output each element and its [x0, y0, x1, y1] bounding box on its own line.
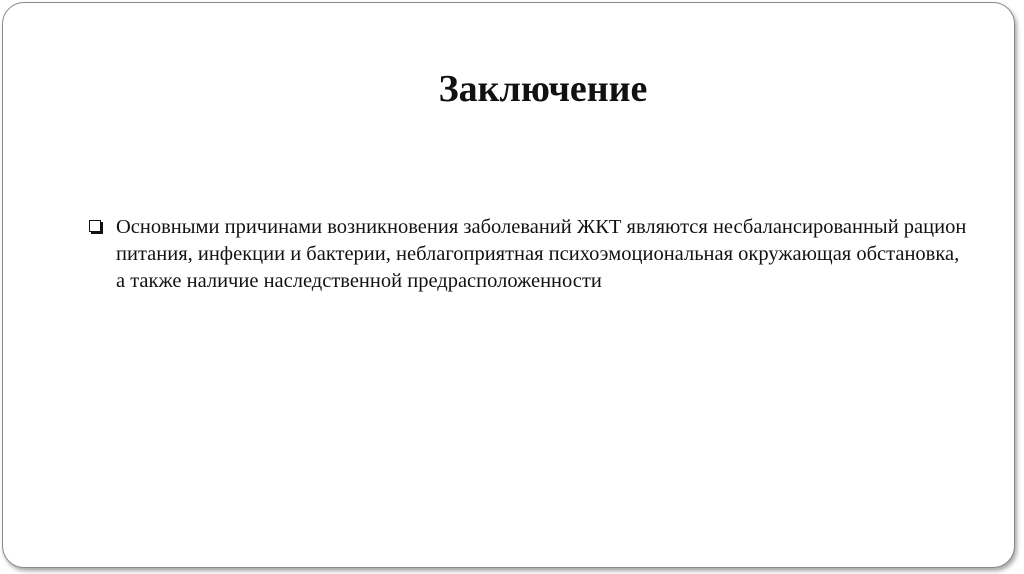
- slide-title: Заключение: [438, 68, 648, 110]
- bullet-text: Основными причинами возникновения заболеваний ЖКТ являются несбалансированный рацион питания, инфекции и бактерии, неблагоприятная психоэмоциональная окружающая обстановка, а также наличие наследственной предрасположенности: [116, 216, 967, 292]
- bullet-list: [87, 214, 967, 295]
- bullet-item: [87, 214, 967, 295]
- slide-frame: [2, 2, 1015, 568]
- hollow-square-bullet-icon: [89, 220, 101, 232]
